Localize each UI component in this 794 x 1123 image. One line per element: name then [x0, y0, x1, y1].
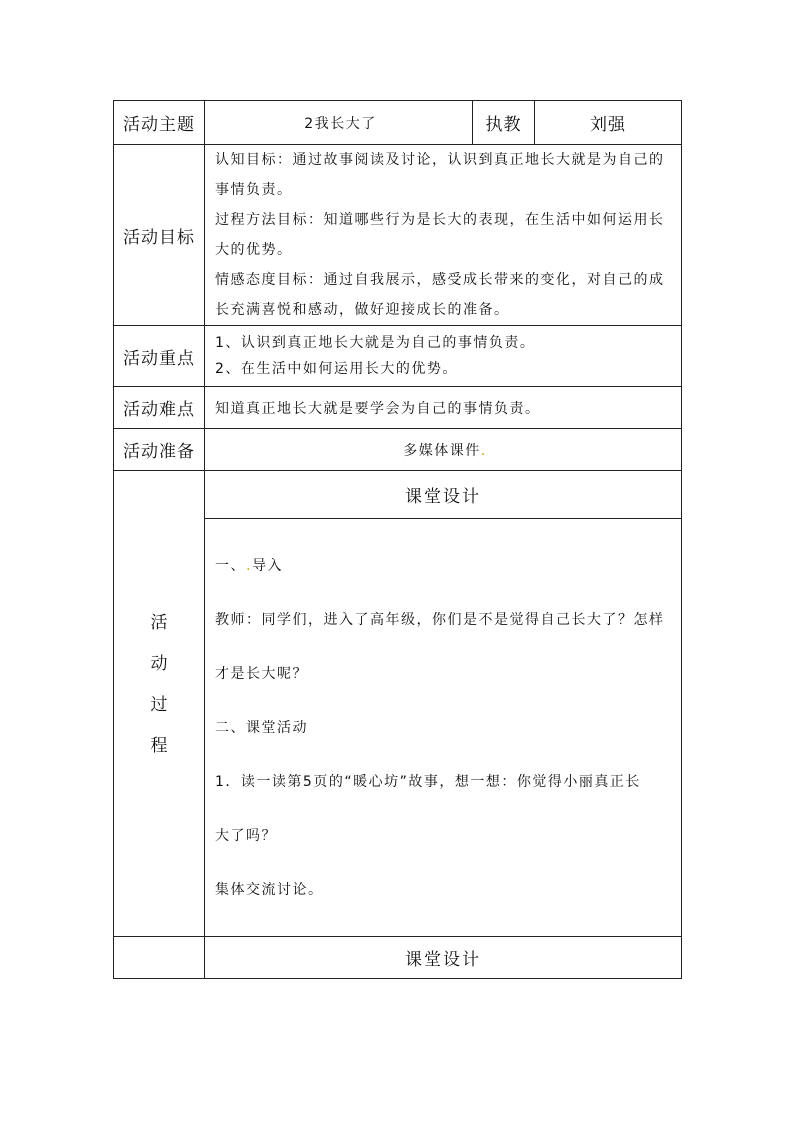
- difficulty-label: 活动难点: [114, 387, 205, 429]
- lesson-plan-table: [113, 100, 682, 979]
- design-header: 课堂设计: [205, 471, 682, 519]
- teacher-label: 执教: [473, 101, 535, 145]
- goal-emotion: 情感态度目标：通过自我展示，感受成长带来的变化，对自己的成长充满喜悦和感动，做好迎接成长的准备。: [215, 272, 665, 318]
- goals-row: [114, 145, 682, 326]
- prep-row: [114, 429, 682, 471]
- key-label: 活动重点: [114, 326, 205, 387]
- process-line: 二、课堂活动: [215, 720, 308, 736]
- process-label-char: 过: [150, 695, 168, 715]
- goal-process: 过程方法目标：知道哪些行为是长大的表现，在生活中如何运用长大的优势。: [215, 212, 665, 258]
- process-content: [205, 519, 682, 937]
- empty-cell: [114, 937, 205, 979]
- teacher-name: 刘强: [535, 101, 682, 145]
- process-label-char: 活: [150, 613, 168, 633]
- process-line: 1．读一读第5页的“暖心坊”故事，想一想：你觉得小丽真正长: [215, 774, 641, 790]
- goals-content: [205, 145, 682, 326]
- design-footer-row: [114, 937, 682, 979]
- theme-value: 2我长大了: [205, 101, 473, 145]
- goal-cognitive: 认知目标：通过故事阅读及讨论，认识到真正地长大就是为自己的事情负责。: [215, 152, 665, 198]
- process-label: [114, 471, 205, 937]
- theme-row: [114, 101, 682, 145]
- process-line: 集体交流讨论。: [215, 882, 324, 898]
- key-point-2: 2、在生活中如何运用长大的优势。: [215, 361, 458, 377]
- process-label-char: 动: [150, 654, 168, 674]
- process-line: 才是长大呢？: [215, 666, 308, 682]
- theme-label: 活动主题: [114, 101, 205, 145]
- prep-dot: .: [480, 442, 487, 459]
- process-line: 教师：同学们，进入了高年级，你们是不是觉得自己长大了？怎样: [215, 612, 665, 628]
- process-label-char: 程: [150, 736, 168, 756]
- design-header-row: [114, 471, 682, 519]
- prep-content: [205, 429, 682, 471]
- key-row: [114, 326, 682, 387]
- prep-text: 多媒体课件: [403, 442, 481, 459]
- process-line: 一、.导入: [215, 558, 283, 574]
- key-content: [205, 326, 682, 387]
- prep-label: 活动准备: [114, 429, 205, 471]
- difficulty-content: 知道真正地长大就是要学会为自己的事情负责。: [205, 387, 682, 429]
- difficulty-row: [114, 387, 682, 429]
- design-header-bottom: 课堂设计: [205, 937, 682, 979]
- goals-label: 活动目标: [114, 145, 205, 326]
- process-line: 大了吗？: [215, 828, 277, 844]
- key-point-1: 1、认识到真正地长大就是为自己的事情负责。: [215, 335, 536, 351]
